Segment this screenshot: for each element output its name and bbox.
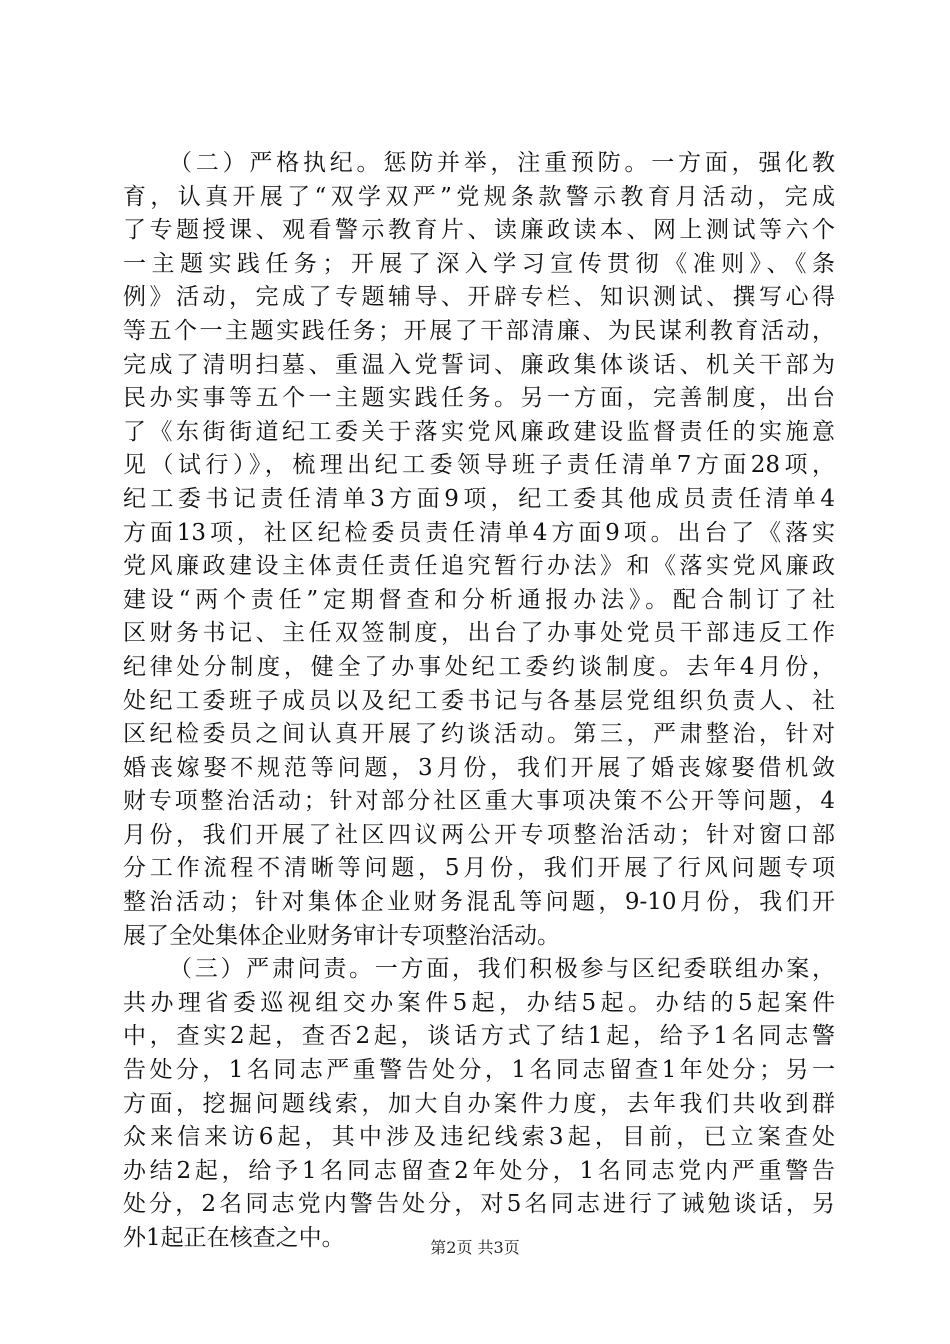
paragraph-line: 展了全处集体企业财务审计专项整治活动。 xyxy=(123,922,560,949)
paragraph-line: 民办实事等五个一主题实践任务。另一方面，完善制度，出台 xyxy=(123,385,835,412)
paragraph-line: 方面，挖掘问题线索，加大自办案件力度，去年我们共收到群 xyxy=(123,1090,835,1117)
paragraph-line: 方面13项，社区纪检委员责任清单4方面9项。出台了《落实 xyxy=(123,519,835,546)
paragraph-line: 完成了清明扫墓、重温入党誓词、廉政集体谈话、机关干部为 xyxy=(123,351,835,378)
paragraph-line: 整治活动；针对集体企业财务混乱等问题，9-10月份，我们开 xyxy=(123,889,835,916)
paragraph-line: 纪律处分制度，健全了办事处纪工委约谈制度。去年4月份， xyxy=(123,653,835,680)
paragraph-line: 一主题实践任务；开展了深入学习宣传贯彻《准则》、《条 xyxy=(123,250,835,277)
paragraph-line: 区财务书记、主任双签制度，出台了办事处党员干部违反工作 xyxy=(123,620,835,647)
paragraph-line: 等五个一主题实践任务；开展了干部清廉、为民谋利教育活动， xyxy=(123,317,835,344)
paragraph-line: 处纪工委班子成员以及纪工委书记与各基层党组织负责人、社 xyxy=(123,687,835,714)
paragraph-line: 婚丧嫁娶不规范等问题，3月份，我们开展了婚丧嫁娶借机敛 xyxy=(123,754,835,781)
paragraph-line: 纪工委书记责任清单3方面9项，纪工委其他成员责任清单4 xyxy=(123,485,835,512)
page-footer: 第2页 共3页 xyxy=(430,1238,520,1257)
paragraph-line: 育，认真开展了“双学双严”党规条款警示教育月活动，完成 xyxy=(123,183,835,210)
paragraph-line: 见（试行）》，梳理出纪工委领导班子责任清单7方面28项， xyxy=(123,452,835,479)
paragraph-line: （三）严肃问责。一方面，我们积极参与区纪委联组办案， xyxy=(169,956,835,983)
paragraph-line: 例》活动，完成了专题辅导、开辟专栏、知识测试、撰写心得 xyxy=(123,284,835,311)
paragraph-line: （二）严格执纪。惩防并举，注重预防。一方面，强化教 xyxy=(169,150,835,176)
paragraph-line: 区纪检委员之间认真开展了约谈活动。第三，严肃整治，针对 xyxy=(123,721,835,748)
paragraph-line: 众来信来访6起，其中涉及违纪线索3起，目前，已立案查处 xyxy=(123,1124,835,1151)
paragraph-line: 共办理省委巡视组交办案件5起，办结5起。办结的5起案件 xyxy=(123,989,835,1016)
paragraph-line: 了专题授课、观看警示教育片、读廉政读本、网上测试等六个 xyxy=(123,217,835,244)
paragraph-line: 月份，我们开展了社区四议两公开专项整治活动；针对窗口部 xyxy=(123,821,835,848)
paragraph-line: 建设“两个责任”定期督查和分析通报办法》。配合制订了社 xyxy=(123,586,835,613)
paragraph-line: 了《东街街道纪工委关于落实党风廉政建设监督责任的实施意 xyxy=(123,418,835,445)
paragraph-line: 分工作流程不清晰等问题，5月份，我们开展了行风问题专项 xyxy=(123,855,835,882)
paragraph-line: 中，查实2起，查否2起，谈话方式了结1起，给予1名同志警 xyxy=(123,1023,835,1050)
paragraph-line: 办结2起，给予1名同志留查2年处分，1名同志党内严重警告 xyxy=(123,1157,835,1184)
document-body xyxy=(123,147,835,1256)
paragraph-line: 财专项整治活动；针对部分社区重大事项决策不公开等问题，4 xyxy=(123,788,835,815)
paragraph-line: 党风廉政建设主体责任责任追究暂行办法》和《落实党风廉政 xyxy=(123,553,835,580)
paragraph-line: 告处分，1名同志严重警告处分，1名同志留查1年处分；另一 xyxy=(123,1057,835,1084)
paragraph-line: 处分，2名同志党内警告处分，对5名同志进行了诫勉谈话，另 xyxy=(123,1191,835,1218)
paragraph-line: 外1起正在核查之中。 xyxy=(123,1225,345,1251)
